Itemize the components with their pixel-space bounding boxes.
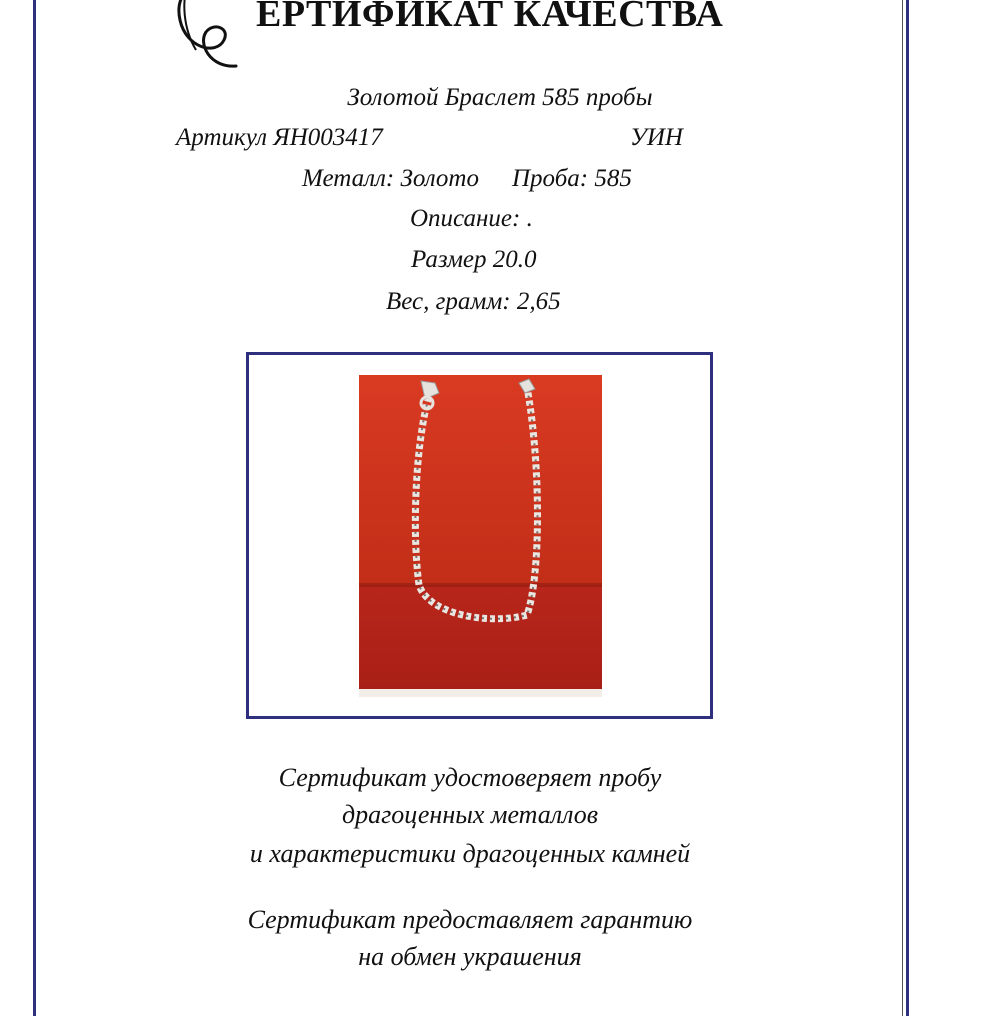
metal-field: Металл: Золото [302, 165, 479, 192]
article-number: Артикул ЯН003417 [176, 124, 383, 151]
footer-guarantee-line-2: на обмен украшения [358, 942, 582, 971]
assay-field: Проба: 585 [512, 165, 632, 192]
certificate-title: ЕРТИФИКАТ КАЧЕСТВА [256, 0, 724, 35]
description-field: Описание: . [410, 205, 533, 232]
size-field: Размер 20.0 [411, 246, 537, 273]
footer-certifies-line-3: и характеристики драгоценных камней [249, 839, 691, 868]
silver-bracelet-photo [359, 375, 602, 697]
script-c-monogram-icon [150, 0, 260, 80]
product-photo-frame [246, 352, 713, 719]
weight-field: Вес, грамм: 2,65 [386, 288, 561, 315]
footer-certifies-line-1: Сертификат удостоверяет пробу [278, 763, 662, 792]
uin-label: УИН [630, 124, 683, 151]
product-name: Золотой Браслет 585 пробы [347, 84, 653, 111]
footer-guarantee-line-1: Сертификат предоставляет гарантию [247, 905, 693, 934]
footer-certifies-line-2: драгоценных металлов [341, 800, 599, 829]
